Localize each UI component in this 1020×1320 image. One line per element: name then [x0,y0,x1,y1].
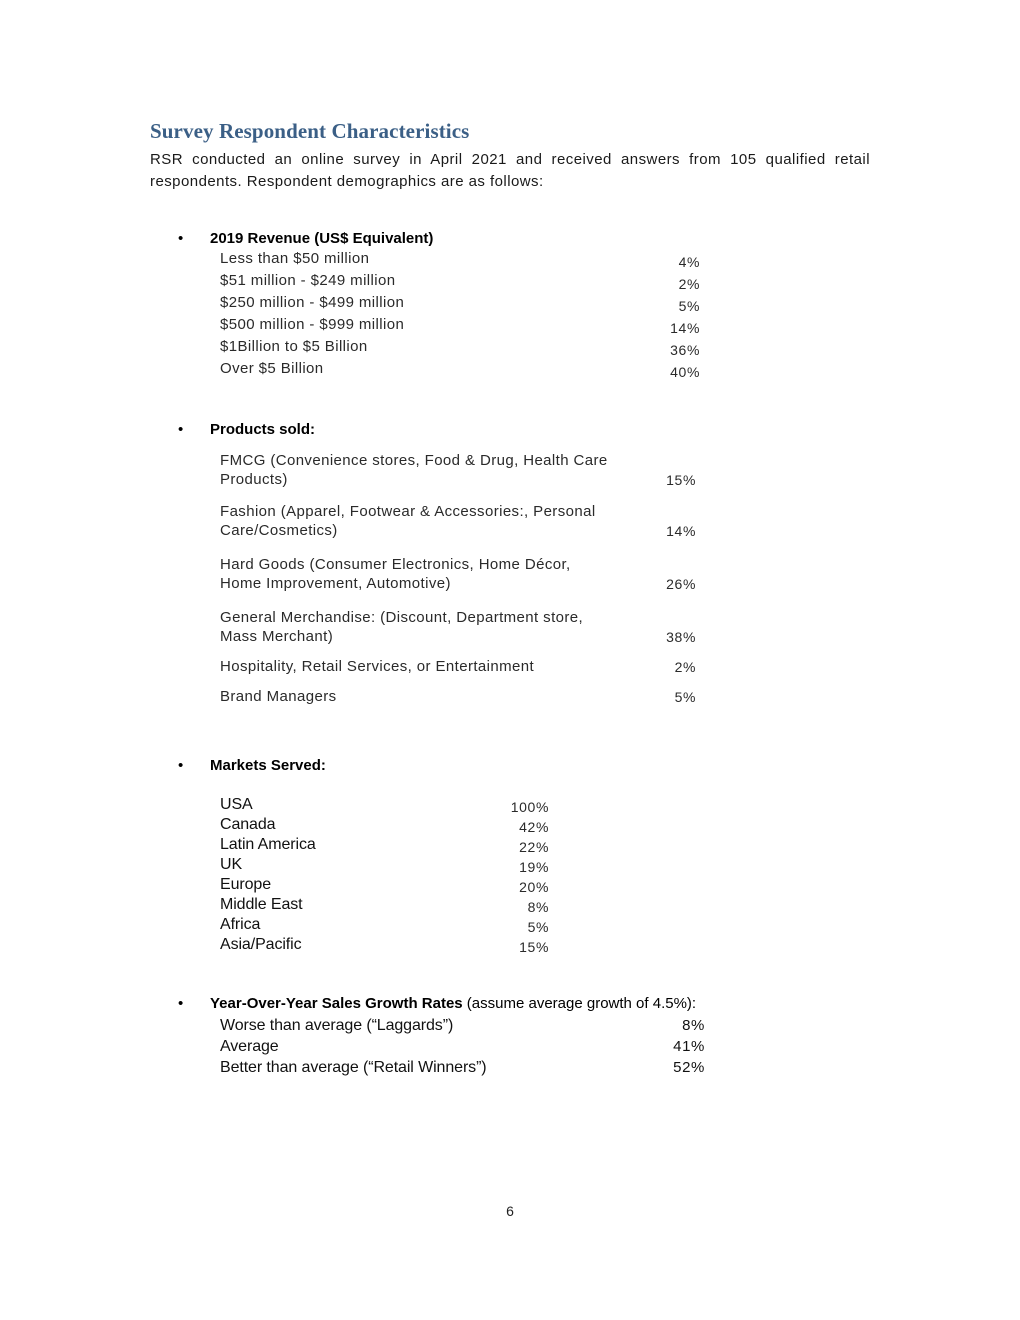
market-label: Canada [220,816,276,833]
product-value: 15% [666,472,696,488]
market-label: Europe [220,876,271,893]
growth-heading [210,995,696,1012]
product-label-continued: Products) [220,471,288,488]
product-label: Hospitality, Retail Services, or Entertainment [220,658,535,675]
page-title: Survey Respondent Characteristics [150,119,470,143]
products-heading: Products sold: [210,421,316,438]
growth-label: Average [220,1038,279,1055]
market-value: 42% [519,819,549,835]
product-label: Brand Managers [220,688,337,705]
product-label-continued: Care/Cosmetics) [220,522,338,539]
intro-line: respondents. Respondent demographics are as follows: [150,173,544,190]
revenue-value: 36% [670,342,700,358]
revenue-label: $250 million - $499 million [220,294,405,311]
product-label-continued: Mass Merchant) [220,628,334,645]
market-label: UK [220,856,243,873]
bullet-icon: • [178,757,184,774]
revenue-label: Less than $50 million [220,250,370,267]
market-value: 19% [519,859,549,875]
revenue-value: 4% [678,254,700,270]
product-value: 26% [666,576,696,592]
market-value: 22% [519,839,549,855]
market-value: 8% [527,899,549,915]
revenue-value: 40% [670,364,700,380]
bullet-icon: • [178,421,184,438]
market-value: 20% [519,879,549,895]
product-value: 5% [674,689,696,705]
revenue-value: 2% [678,276,700,292]
market-label: USA [220,796,253,813]
intro-paragraph [150,149,870,193]
market-label: Middle East [220,896,303,913]
growth-label: Better than average (“Retail Winners”) [220,1059,487,1076]
bullet-icon: • [178,995,184,1012]
revenue-label: $500 million - $999 million [220,316,405,333]
revenue-value: 5% [678,298,700,314]
bullet-icon: • [178,230,184,247]
revenue-label: $51 million - $249 million [220,272,396,289]
product-value: 2% [674,659,696,675]
product-value: 14% [666,523,696,539]
growth-heading-note: (assume average growth of 4.5%): [462,995,697,1012]
markets-heading: Markets Served: [210,757,326,774]
market-label: Latin America [220,836,316,853]
growth-value: 41% [673,1038,705,1055]
market-label: Asia/Pacific [220,936,302,953]
growth-value: 52% [673,1059,705,1076]
market-value: 5% [527,919,549,935]
intro-line: RSR conducted an online survey in April 2021 and received answers from 105 qualified retail [150,151,870,168]
growth-label: Worse than average (“Laggards”) [220,1017,454,1034]
market-value: 15% [519,939,549,955]
product-label: Fashion (Apparel, Footwear & Accessories:, Personal [220,503,596,520]
revenue-heading: 2019 Revenue (US$ Equivalent) [210,230,434,247]
product-label: General Merchandise: (Discount, Department store, [220,609,584,626]
market-label: Africa [220,916,261,933]
revenue-label: $1Billion to $5 Billion [220,338,368,355]
product-label-continued: Home Improvement, Automotive) [220,575,451,592]
revenue-value: 14% [670,320,700,336]
page-number: 6 [506,1203,514,1219]
product-label: FMCG (Convenience stores, Food & Drug, Health Care [220,452,608,469]
growth-heading-title: Year-Over-Year Sales Growth Rates [210,995,463,1012]
revenue-label: Over $5 Billion [220,360,324,377]
product-value: 38% [666,629,696,645]
growth-value: 8% [682,1017,705,1034]
product-label: Hard Goods (Consumer Electronics, Home Décor, [220,556,571,573]
market-value: 100% [510,799,549,815]
